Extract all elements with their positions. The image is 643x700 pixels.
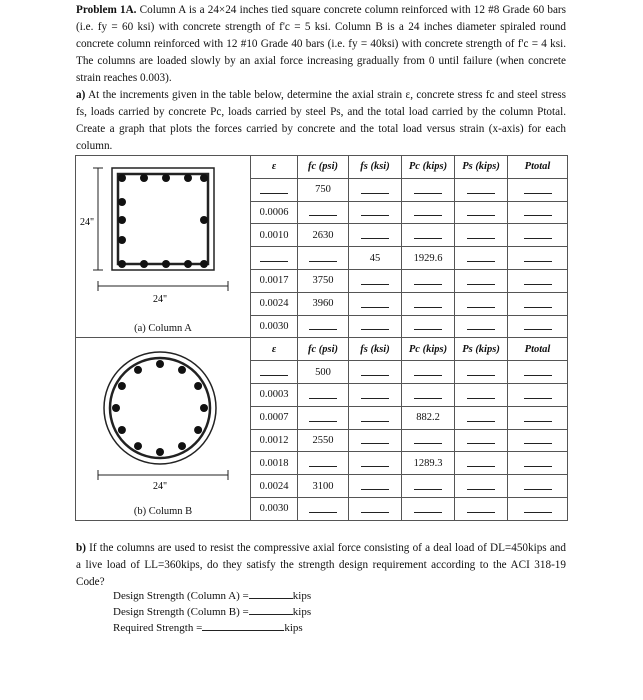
blank-field[interactable] <box>524 502 552 513</box>
table-cell: 45 <box>349 247 402 270</box>
blank-field[interactable] <box>524 433 552 444</box>
table-cell: 0.0024 <box>251 292 298 315</box>
blank-field[interactable] <box>467 251 495 262</box>
table-cell[interactable] <box>349 178 402 201</box>
header-cell: fc (psi) <box>298 338 349 361</box>
blank-field[interactable] <box>467 205 495 216</box>
dim-v: 24" <box>80 217 95 229</box>
blank-field[interactable] <box>361 388 389 399</box>
part-a-label: a) <box>76 89 86 101</box>
blank-field[interactable] <box>467 502 495 513</box>
table-cell[interactable] <box>508 178 568 201</box>
table-cell[interactable] <box>349 315 402 338</box>
header-cell: Ps (kips) <box>455 156 508 179</box>
blank-field[interactable] <box>524 251 552 262</box>
table-cell: 2550 <box>298 429 349 452</box>
blank-field[interactable] <box>361 319 389 330</box>
table-cell[interactable] <box>349 429 402 452</box>
table-cell[interactable] <box>508 383 568 406</box>
column-a-caption: (a) Column A <box>134 323 192 335</box>
answer-blank[interactable] <box>249 588 293 599</box>
table-cell[interactable] <box>402 383 455 406</box>
blank-field[interactable] <box>524 388 552 399</box>
table-cell[interactable] <box>402 224 455 247</box>
blank-field[interactable] <box>524 297 552 308</box>
blank-field[interactable] <box>309 502 337 513</box>
answer-unit: kips <box>284 622 303 634</box>
part-a <box>76 87 566 155</box>
table-cell[interactable] <box>402 201 455 224</box>
table-cell[interactable] <box>402 178 455 201</box>
table-cell: 0.0010 <box>251 224 298 247</box>
part-a-text: At the increments given in the table below, determine the axial strain ε, concrete stress fc and steel stress fs, loads carried by concrete Pc, loads carried by steel Ps, and the total load carried by the column Ptotal. Create a graph that plots the forces carried by concrete and the total load versus strain (x-axis) for each column. <box>76 89 566 152</box>
table-cell: 1289.3 <box>402 452 455 475</box>
header-cell: fc (psi) <box>298 156 349 179</box>
problem-intro <box>76 2 566 87</box>
blank-field[interactable] <box>414 502 442 513</box>
blank-field[interactable] <box>414 319 442 330</box>
table-cell: 500 <box>298 361 349 384</box>
blank-field[interactable] <box>467 183 495 194</box>
blank-field[interactable] <box>361 456 389 467</box>
header-cell: Ps (kips) <box>455 338 508 361</box>
table-cell[interactable] <box>455 497 508 520</box>
blank-field[interactable] <box>361 365 389 376</box>
table-cell[interactable] <box>402 361 455 384</box>
blank-field[interactable] <box>309 456 337 467</box>
table-cell[interactable] <box>455 224 508 247</box>
table-cell: 0.0030 <box>251 315 298 338</box>
blank-field[interactable] <box>260 183 288 194</box>
column-b-diagram-cell <box>76 338 251 520</box>
table-cell[interactable] <box>455 406 508 429</box>
table-cell[interactable] <box>298 452 349 475</box>
table-cell[interactable] <box>455 475 508 498</box>
dim-h: 24" <box>153 294 168 306</box>
table-cell[interactable] <box>455 383 508 406</box>
table-cell[interactable] <box>402 497 455 520</box>
table-cell[interactable] <box>508 429 568 452</box>
table-cell: 0.0024 <box>251 475 298 498</box>
table-cell[interactable] <box>508 224 568 247</box>
answer-line <box>113 588 311 604</box>
table-cell[interactable] <box>349 475 402 498</box>
blank-field[interactable] <box>361 411 389 422</box>
table-cell[interactable] <box>349 201 402 224</box>
header-cell: Ptotal <box>508 156 568 179</box>
answer-line <box>113 604 311 620</box>
table-cell[interactable] <box>455 361 508 384</box>
blank-field[interactable] <box>361 297 389 308</box>
table-cell[interactable] <box>349 269 402 292</box>
blank-field[interactable] <box>361 205 389 216</box>
blank-field[interactable] <box>467 456 495 467</box>
blank-field[interactable] <box>361 433 389 444</box>
intro-text: Column A is a 24×24 inches tied square concrete column reinforced with 12 #8 Grade 60 bars (i.e. fy = 60 ksi) with concrete strength of f'c = 5 ksi. Column B is a 24 inches diameter spiraled round concrete column reinforced with 12 #10 Grade 40 bars (i.e. fy = 40ksi) with concrete strength of f'c = 4 ksi. The columns are loaded slowly by an axial force increasing gradually from 0 until failure (when concrete strain reaches 0.003). <box>76 4 567 84</box>
blank-field[interactable] <box>414 433 442 444</box>
column-a-diagram-cell <box>76 156 251 338</box>
column-a-diagram <box>78 160 248 320</box>
answer-blank[interactable] <box>202 620 284 631</box>
blank-field[interactable] <box>524 456 552 467</box>
blank-field[interactable] <box>467 228 495 239</box>
table-cell[interactable] <box>455 269 508 292</box>
blank-field[interactable] <box>467 297 495 308</box>
header-cell: Pc (kips) <box>402 338 455 361</box>
blank-field[interactable] <box>414 365 442 376</box>
header-cell: ε <box>251 338 298 361</box>
table-cell[interactable] <box>508 201 568 224</box>
part-b-label: b) <box>76 542 86 554</box>
answer-label: Design Strength (Column A) = <box>113 590 249 602</box>
problem-title: Problem 1A. <box>76 4 137 16</box>
table-cell[interactable] <box>298 201 349 224</box>
blank-field[interactable] <box>309 319 337 330</box>
blank-field[interactable] <box>467 433 495 444</box>
blank-field[interactable] <box>361 479 389 490</box>
blank-field[interactable] <box>361 502 389 513</box>
table-cell[interactable] <box>508 452 568 475</box>
table-cell: 2630 <box>298 224 349 247</box>
blank-field[interactable] <box>260 365 288 376</box>
blank-field[interactable] <box>414 183 442 194</box>
answer-label: Required Strength = <box>113 622 203 634</box>
table-cell[interactable] <box>349 292 402 315</box>
table-cell[interactable] <box>349 452 402 475</box>
header-cell: Pc (kips) <box>402 156 455 179</box>
table-cell[interactable] <box>508 475 568 498</box>
table-cell: 0.0030 <box>251 497 298 520</box>
answer-unit: kips <box>292 606 312 618</box>
table-cell[interactable] <box>455 247 508 270</box>
table-cell[interactable] <box>349 224 402 247</box>
table-cell[interactable] <box>508 497 568 520</box>
blank-field[interactable] <box>467 319 495 330</box>
table-cell[interactable] <box>508 406 568 429</box>
blank-field[interactable] <box>414 228 442 239</box>
table-cell[interactable] <box>298 383 349 406</box>
table-cell: 0.0006 <box>251 201 298 224</box>
table-cell: 0.0012 <box>251 429 298 452</box>
blank-field[interactable] <box>524 274 552 285</box>
blank-field[interactable] <box>467 365 495 376</box>
header-cell: fs (ksi) <box>349 156 402 179</box>
blank-field[interactable] <box>309 411 337 422</box>
table-cell: 3960 <box>298 292 349 315</box>
blank-field[interactable] <box>524 228 552 239</box>
blank-field[interactable] <box>361 274 389 285</box>
table-cell[interactable] <box>455 292 508 315</box>
table-cell: 1929.6 <box>402 247 455 270</box>
table-cell[interactable] <box>349 383 402 406</box>
table-cell: 750 <box>298 178 349 201</box>
table-cell[interactable] <box>455 452 508 475</box>
blank-field[interactable] <box>260 251 288 262</box>
blank-field[interactable] <box>309 251 337 262</box>
table-cell[interactable] <box>349 497 402 520</box>
answer-blank[interactable] <box>249 604 293 615</box>
blank-field[interactable] <box>467 388 495 399</box>
table-cell[interactable] <box>508 247 568 270</box>
results-table <box>75 155 568 521</box>
answer-lines <box>113 588 311 636</box>
table-cell[interactable] <box>402 429 455 452</box>
blank-field[interactable] <box>414 388 442 399</box>
table-cell[interactable] <box>251 178 298 201</box>
blank-field[interactable] <box>361 183 389 194</box>
table-cell: 0.0017 <box>251 269 298 292</box>
blank-field[interactable] <box>524 183 552 194</box>
header-cell: fs (ksi) <box>349 338 402 361</box>
blank-field[interactable] <box>467 411 495 422</box>
blank-field[interactable] <box>414 205 442 216</box>
answer-line <box>113 620 311 636</box>
header-cell: Ptotal <box>508 338 568 361</box>
table-cell: 0.0007 <box>251 406 298 429</box>
blank-field[interactable] <box>414 479 442 490</box>
table-cell[interactable] <box>402 315 455 338</box>
table-cell[interactable] <box>251 361 298 384</box>
blank-field[interactable] <box>467 479 495 490</box>
table-cell[interactable] <box>508 361 568 384</box>
blank-field[interactable] <box>467 274 495 285</box>
table-cell[interactable] <box>402 269 455 292</box>
blank-field[interactable] <box>309 388 337 399</box>
table-cell[interactable] <box>455 201 508 224</box>
column-b-diagram <box>78 343 248 503</box>
dim-h-b: 24" <box>153 480 168 492</box>
answer-label: Design Strength (Column B) = <box>113 606 249 618</box>
table-cell[interactable] <box>455 429 508 452</box>
blank-field[interactable] <box>309 205 337 216</box>
answer-unit: kips <box>292 590 312 602</box>
blank-field[interactable] <box>524 479 552 490</box>
table-cell[interactable] <box>508 292 568 315</box>
table-cell: 3100 <box>298 475 349 498</box>
table-cell: 0.0018 <box>251 452 298 475</box>
table-cell: 0.0003 <box>251 383 298 406</box>
column-b-caption: (b) Column B <box>133 505 193 517</box>
table-cell: 882.2 <box>402 406 455 429</box>
table-cell[interactable] <box>298 497 349 520</box>
blank-field[interactable] <box>524 411 552 422</box>
table-cell[interactable] <box>298 315 349 338</box>
table-cell[interactable] <box>402 292 455 315</box>
part-b-text: If the columns are used to resist the compressive axial force consisting of a deal load of DL=450kips and a live load of LL=360kips, do they satisfy the strength design requirement according to the ACI 318-19 Code? <box>76 542 566 588</box>
blank-field[interactable] <box>524 365 552 376</box>
blank-field[interactable] <box>524 205 552 216</box>
table-cell[interactable] <box>455 315 508 338</box>
table-cell[interactable] <box>298 406 349 429</box>
table-cell[interactable] <box>508 315 568 338</box>
table-cell[interactable] <box>251 247 298 270</box>
table-cell[interactable] <box>349 361 402 384</box>
table-cell[interactable] <box>402 475 455 498</box>
table-cell[interactable] <box>508 269 568 292</box>
blank-field[interactable] <box>414 274 442 285</box>
blank-field[interactable] <box>524 319 552 330</box>
blank-field[interactable] <box>361 228 389 239</box>
part-b <box>76 540 566 591</box>
blank-field[interactable] <box>414 297 442 308</box>
table-cell[interactable] <box>298 247 349 270</box>
table-cell[interactable] <box>349 406 402 429</box>
table-cell[interactable] <box>455 178 508 201</box>
table-cell: 3750 <box>298 269 349 292</box>
header-cell: ε <box>251 156 298 179</box>
